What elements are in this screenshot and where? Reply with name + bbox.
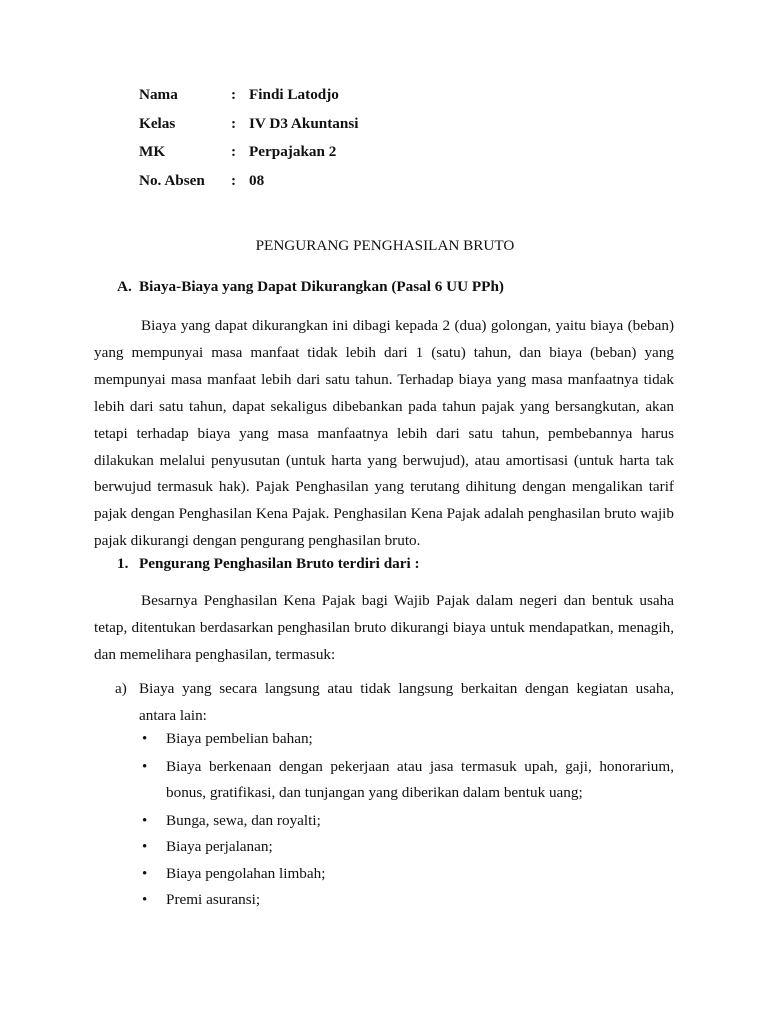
list-item-text: Biaya berkenaan dengan pekerjaan atau jasa termasuk upah, gaji, honorarium, bonus, gratifikasi, dan tunjangan yang diberikan dalam bentuk uang; [166,757,674,801]
list-item [139,887,674,914]
list-item-text: Biaya pembelian bahan; [166,730,313,747]
section-1-paragraph [94,588,674,669]
list-item [139,726,674,753]
item-a-text: Biaya yang secara langsung atau tidak langsung berkaitan dengan kegiatan usaha, antara lain: [139,680,674,724]
item-a [115,676,674,730]
section-1-heading-text: Pengurang Penghasilan Bruto terdiri dari : [139,555,420,572]
section-a-heading-text: Biaya-Biaya yang Dapat Dikurangkan (Pasal 6 UU PPh) [139,278,504,295]
info-colon: : [231,114,237,132]
list-item-text: Bunga, sewa, dan royalti; [166,811,321,829]
student-info [139,86,358,201]
bullet-icon: • [142,865,148,882]
list-item-text: Biaya pengolahan limbah; [166,864,326,882]
section-1-marker: 1. [117,555,129,572]
info-value: Findi Latodjo [249,86,339,103]
info-colon: : [231,143,237,161]
list-item [139,834,674,861]
paragraph-text: Besarnya Penghasilan Kena Pajak bagi Wajib Pajak dalam negeri dan bentuk usaha tetap, ditentukan berdasarkan penghasilan bruto dikurangi biaya untuk mendapatkan, menagih, dan memelihara penghasilan, termasuk: [94,592,674,663]
info-value: Perpajakan 2 [249,143,337,161]
info-value: IV D3 Akuntansi [249,114,359,132]
list-item-text: Biaya perjalanan; [166,838,273,855]
info-label: No. Absen [139,172,205,190]
section-1-heading [117,555,420,573]
bullet-icon: • [142,812,148,829]
item-a-marker: a) [115,680,127,697]
bullet-icon: • [142,731,148,747]
section-a-paragraph [94,313,674,555]
bullet-icon: • [142,758,148,775]
info-value: 08 [249,172,265,190]
info-colon: : [231,86,237,103]
info-label: Kelas [139,114,176,132]
info-row-kelas [139,115,358,144]
info-row-absen [139,172,358,201]
info-label: Nama [139,86,178,103]
info-row-nama [139,86,358,115]
list-item [139,754,674,807]
bullet-icon: • [142,892,148,908]
document-title: PENGURANG PENGHASILAN BRUTO [255,237,515,254]
item-a-bullet-list [139,726,674,914]
info-colon: : [231,172,237,190]
list-item-text: Premi asuransi; [166,891,261,908]
bullet-icon: • [142,839,148,855]
info-label: MK [139,143,166,161]
list-item [139,808,674,835]
section-a-heading [117,278,504,296]
info-row-mk [139,143,358,172]
paragraph-text: Biaya yang dapat dikurangkan ini dibagi kepada 2 (dua) golongan, yaitu biaya (beban) yang mempunyai masa manfaat tidak lebih dari 1 (satu) tahun, dan biaya (beban) yang mempunyai masa manfaat lebih dari satu tahun. Terhadap biaya yang masa manfaatnya tidak lebih dari satu tahun, dapat sekaligus dibebankan pada tahun pajak yang bersangkutan, akan tetapi terhadap biaya yang masa manfaatnya lebih dari satu tahun, pembebannya harus dilakukan melalui penyusutan (untuk harta yang berwujud), atau amortisasi (untuk harta tak berwujud termasuk hak). Pajak Penghasilan yang terutang dihitung dengan mengalikan tarif pajak dengan Penghasilan Kena Pajak. Penghasilan Kena Pajak adalah penghasilan bruto wajib pajak dikurangi dengan pengurang penghasilan bruto. [94,317,674,550]
list-item [139,861,674,888]
section-a-marker: A. [117,278,132,295]
